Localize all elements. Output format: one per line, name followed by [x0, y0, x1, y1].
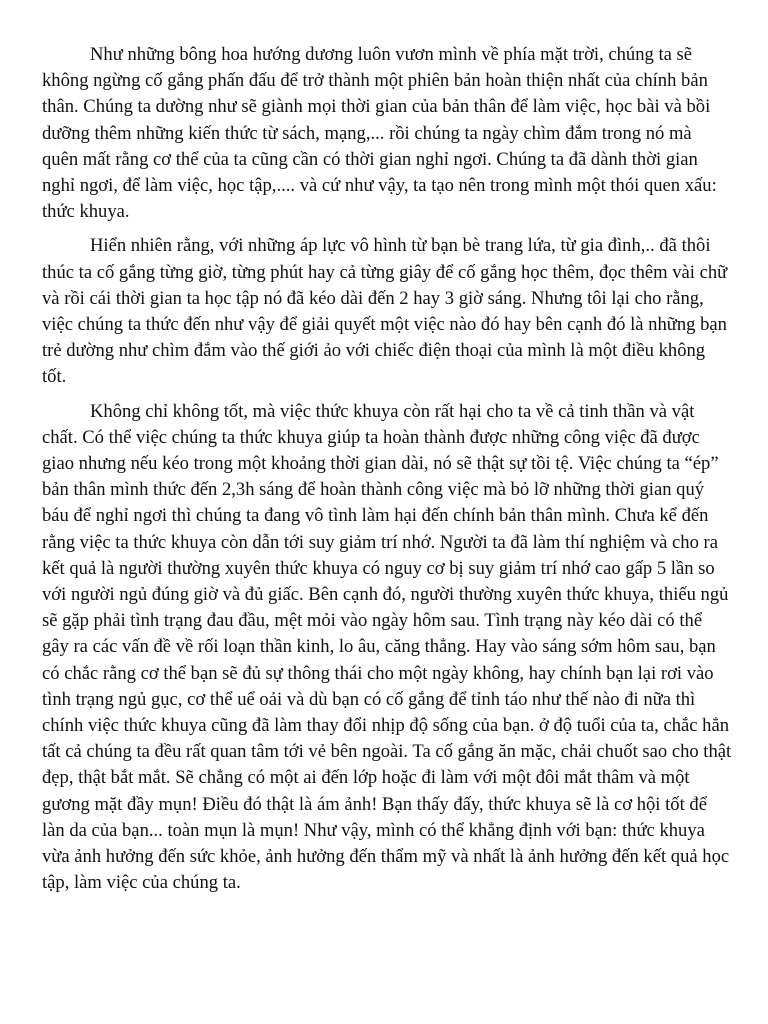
paragraph-1: Như những bông hoa hướng dương luôn vươn mình về phía mặt trời, chúng ta sẽ không ngừng cố gắng phấn đấu để trở thành một phiên bản hoàn thiện nhất của chính bản thân. Chúng ta dường như sẽ giành mọi thời gian của bản thân để làm việc, học bài và bồi dưỡng thêm những kiến thức từ sách, mạng,... rồi chúng ta ngày chìm đắm trong nó mà quên mất rằng cơ thể của ta cũng cần có thời gian nghỉ ngơi. Chúng ta đã dành thời gian nghỉ ngơi, để làm việc, học tập,.... và cứ như vậy, ta tạo nên trong mình một thói quen xấu: thức khuya.	[42, 44, 717, 223]
paragraph-2: Hiển nhiên rằng, với những áp lực vô hình từ bạn bè trang lứa, từ gia đình,.. đã thôi thúc ta cố gắng từng giờ, từng phút hay cả từng giây để cố gắng học thêm, đọc thêm vài chữ và rồi cái thời gian ta học tập nó đã kéo dài đến 2 hay 3 giờ sáng. Nhưng tôi lại cho rằng, việc chúng ta thức đến như vậy để giải quyết một việc nào đó hay bên cạnh đó là những bạn trẻ dường như chìm đắm vào thế giới ảo với chiếc điện thoại của mình là một điều không tốt.	[42, 235, 728, 388]
document-page	[42, 42, 732, 905]
paragraph-3: Không chỉ không tốt, mà việc thức khuya còn rất hại cho ta về cả tinh thần và vật chất. Có thể việc chúng ta thức khuya giúp ta hoàn thành được những công việc đã được giao nhưng nếu kéo trong một khoảng thời gian dài, nó sẽ thật sự tồi tệ. Việc chúng ta “ép” bản thân mình thức đến 2,3h sáng để hoàn thành công việc mà bỏ lỡ những thời gian quý báu để nghỉ ngơi thì chúng ta đang vô tình làm hại đến chính bản thân mình. Chưa kể đến rằng việc ta thức khuya còn dẫn tới suy giảm trí nhớ. Người ta đã làm thí nghiệm và cho ra kết quả là người thường xuyên thức khuya có nguy cơ bị suy giảm trí nhớ cao gấp 5 lần so với người ngủ đúng giờ và đủ giấc. Bên cạnh đó, người thường xuyên thức khuya, thiếu ngủ sẽ gặp phải tình trạng đau đầu, mệt mỏi vào ngày hôm sau. Tình trạng này kéo dài có thể gây ra các vấn đề về rối loạn thần kinh, lo âu, căng thẳng. Hay vào sáng sớm hôm sau, bạn có chắc rằng cơ thể bạn sẽ đủ sự thông thái cho một ngày không, hay chính bạn lại rơi vào tình trạng ngủ gục, cơ thể uể oải và dù bạn có cố gắng để tỉnh táo như thế nào đi nữa thì chính việc thức khuya cũng đã làm thay đổi nhịp độ sống của bạn. ở độ tuổi của ta, chắc hẳn tất cả chúng ta đều rất quan tâm tới vẻ bên ngoài. Ta cố gắng ăn mặc, chải chuốt sao cho thật đẹp, thật bắt mắt. Sẽ chẳng có một ai đến lớp hoặc đi làm với một đôi mắt thâm và một gương mặt đầy mụn! Điều đó thật là ám ảnh! Bạn thấy đấy, thức khuya sẽ là cơ hội tốt để làn da của bạn... toàn mụn là mụn! Như vậy, mình có thể khẳng định với bạn: thức khuya vừa ảnh hưởng đến sức khỏe, ảnh hưởng đến thẩm mỹ và nhất là ảnh hưởng đến kết quả học tập, làm việc của chúng ta.	[42, 400, 732, 894]
